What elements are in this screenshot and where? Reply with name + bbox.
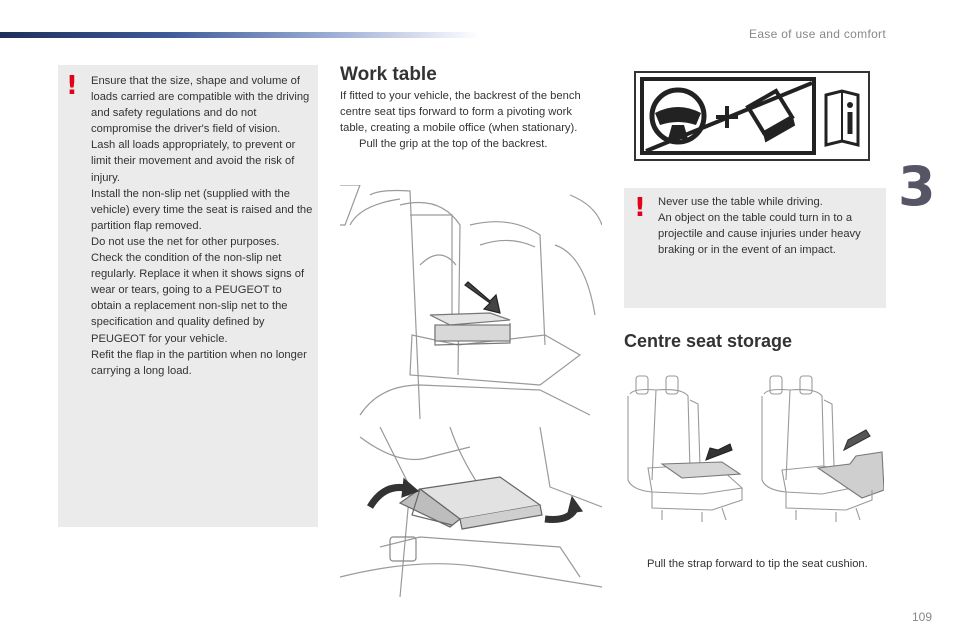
work-table-seat-illustration	[340, 185, 602, 419]
pivoting-table-illustration	[340, 427, 602, 597]
warning-paragraph: Ensure that the size, shape and volume of loads carried are compatible with the driving and safety regulations and do not compromise the driver's field of vision.	[91, 75, 310, 136]
manual-info-icon	[826, 91, 858, 145]
warning-paragraph: Refit the flap in the partition when no longer carrying a long load.	[91, 348, 307, 377]
header-gradient-bar	[0, 32, 480, 38]
warning-paragraph: Install the non-slip net (supplied with the vehicle) every time the seat is raised and the partition flap removed.	[91, 187, 313, 232]
section-title: Ease of use and comfort	[749, 27, 886, 41]
centre-seat-cushion-illustration	[622, 370, 884, 528]
warning-paragraph: Do not use the net for other purposes.	[91, 235, 280, 248]
table-warning-text	[658, 194, 880, 258]
warning-icon: !	[66, 71, 78, 101]
centre-storage-step-line	[628, 556, 878, 572]
load-warning-text	[91, 73, 315, 379]
warning-paragraph: Never use the table while driving.	[658, 196, 823, 208]
work-table-step	[340, 136, 595, 152]
centre-storage-step-text: Pull the strap forward to tip the seat cushion.	[647, 558, 868, 570]
work-table-title: Work table	[340, 64, 437, 85]
centre-seat-storage-title: Centre seat storage	[624, 331, 793, 351]
page-number: 109	[912, 610, 933, 624]
work-table-description	[340, 88, 595, 152]
warning-paragraph: Check the condition of the non-slip net regularly. Replace it when it shows signs of wear or tears, going to a PEUGEOT to obtain a replacement non-slip net to the specification and quality defined by PEUGEOT for your vehicle.	[91, 252, 305, 345]
work-table-intro: If fitted to your vehicle, the backrest of the bench centre seat tips forward to form a pivoting work table, creating a mobile office (when stationary).	[340, 90, 581, 134]
centre-storage-step	[628, 556, 878, 572]
table-warning-box	[624, 188, 886, 308]
warning-paragraph: Lash all loads appropriately, to prevent or limit their movement and avoid the risk of injury.	[91, 139, 296, 184]
load-warning-box	[58, 65, 318, 527]
work-table-step-text: Pull the grip at the top of the backrest.	[359, 138, 548, 150]
warning-paragraph: An object on the table could turn in to a projectile and cause injuries under heavy braking or in the event of an impact.	[658, 212, 861, 257]
warning-icon: !	[634, 193, 646, 223]
chapter-number: 3	[898, 155, 936, 218]
no-table-while-driving-pictogram	[634, 71, 870, 161]
